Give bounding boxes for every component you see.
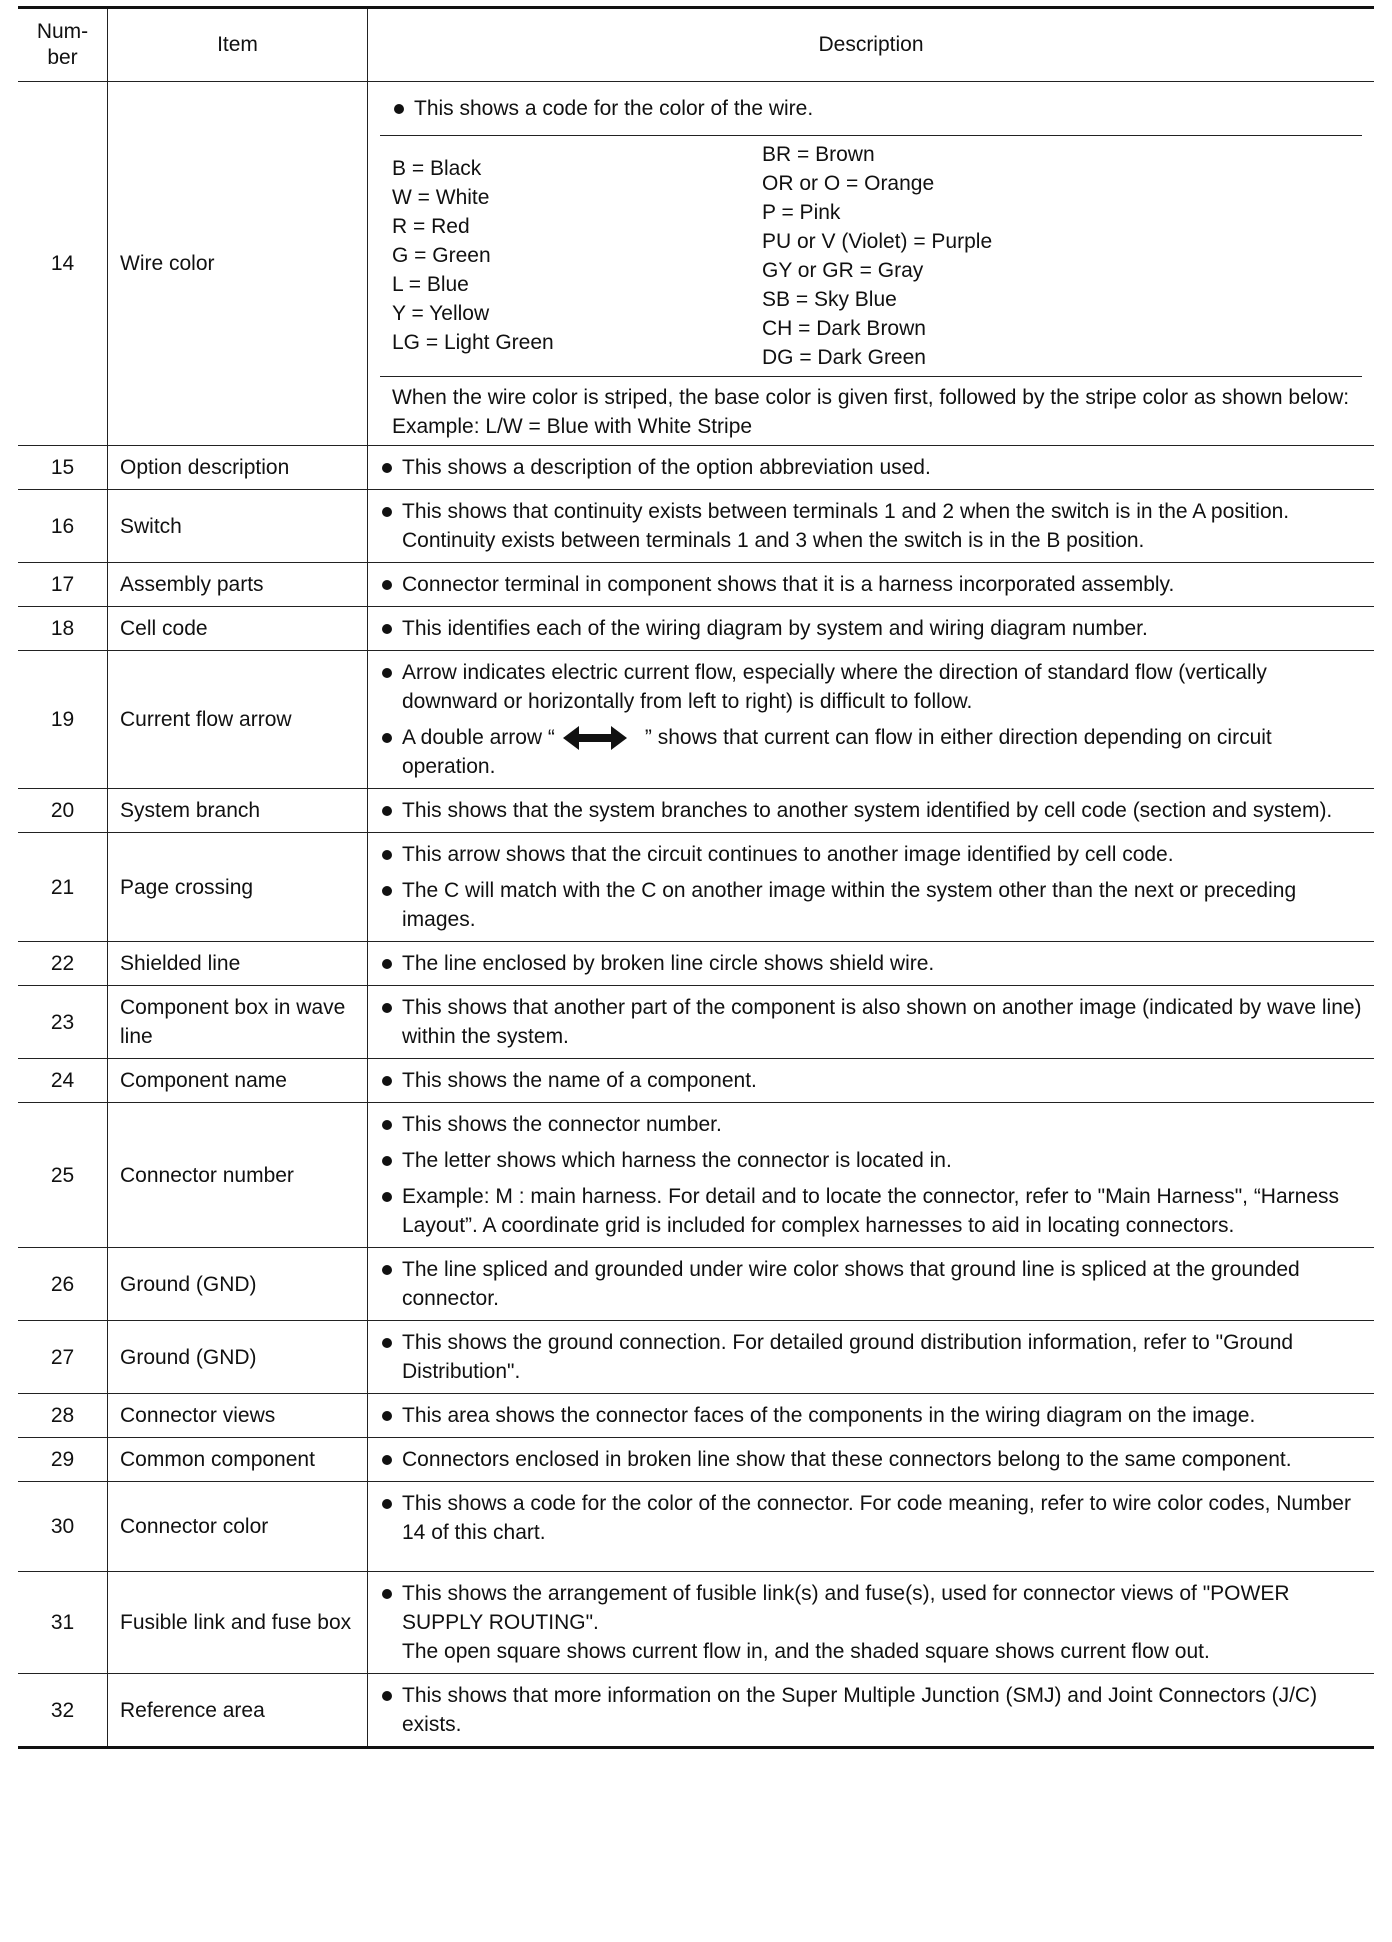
row-item: Component name	[108, 1059, 368, 1103]
header-row	[18, 8, 1374, 82]
row-number: 23	[18, 986, 108, 1059]
bullet-icon	[382, 580, 392, 590]
row-number: 31	[18, 1572, 108, 1674]
row-item: Option description	[108, 446, 368, 490]
row-description	[368, 1103, 1375, 1248]
row-number: 18	[18, 607, 108, 651]
bullet-item	[380, 1489, 1362, 1547]
bullet-text: This shows the arrangement of fusible link(s) and fuse(s), used for connector views of "POWER SUPPLY ROUTING". The open square shows current flow in, and the shaded square shows current flow out.	[402, 1582, 1290, 1663]
color-code: OR or O = Orange	[762, 172, 935, 195]
row-item: Connector number	[108, 1103, 368, 1248]
bullet-item	[380, 796, 1362, 825]
bullet-text: Example: M : main harness. For detail and to locate the connector, refer to "Main Harness", “Harness Layout”. A coordinate grid is included for complex harnesses to aid in locating connectors.	[402, 1185, 1340, 1237]
row-description	[368, 1438, 1375, 1482]
row-item: System branch	[108, 789, 368, 833]
row-description	[368, 607, 1375, 651]
row-item: Wire color	[108, 82, 368, 446]
header-item: Item	[108, 8, 368, 82]
row-item: Fusible link and fuse box	[108, 1572, 368, 1674]
bullet-item	[380, 1401, 1362, 1430]
row-item: Page crossing	[108, 833, 368, 942]
stripe-example: Example: L/W = Blue with White Stripe	[392, 415, 753, 438]
table-row	[18, 1674, 1374, 1748]
row-item: Common component	[108, 1438, 368, 1482]
bullet-item	[380, 1579, 1362, 1666]
row-item: Ground (GND)	[108, 1321, 368, 1394]
bullet-text: The C will match with the C on another image within the system other than the next or preceding images.	[402, 879, 1297, 931]
bullet-icon	[382, 1156, 392, 1166]
bullet-text: This shows that more information on the Super Multiple Junction (SMJ) and Joint Connectors (J/C) exists.	[402, 1684, 1318, 1736]
bullet-text: This shows the connector number.	[402, 1113, 722, 1136]
table-row	[18, 563, 1374, 607]
bullet-icon	[382, 668, 392, 678]
color-code: B = Black	[392, 157, 482, 180]
bullet-text: This shows that the system branches to another system identified by cell code (section and system).	[402, 799, 1333, 822]
bullet-icon	[382, 1076, 392, 1086]
bullet-text: The line enclosed by broken line circle shows shield wire.	[402, 952, 935, 975]
row-number: 14	[18, 82, 108, 446]
row-description	[368, 446, 1375, 490]
bullet-icon	[382, 507, 392, 517]
bullet-text: This shows the ground connection. For detailed ground distribution information, refer to "Ground Distribution".	[402, 1331, 1294, 1383]
row-description	[368, 1394, 1375, 1438]
table-row	[18, 1438, 1374, 1482]
bullet-item	[380, 1445, 1362, 1474]
bullet-item	[380, 1182, 1362, 1240]
bullet-text: A double arrow “	[402, 726, 555, 749]
table-row	[18, 1059, 1374, 1103]
row-item: Current flow arrow	[108, 651, 368, 789]
bullet-item	[380, 1255, 1362, 1313]
bullet-item	[380, 658, 1362, 716]
bullet-item	[380, 1328, 1362, 1386]
bullet-icon	[382, 463, 392, 473]
row-description	[368, 490, 1375, 563]
bullet-item	[380, 993, 1362, 1051]
bullet-text: ” shows that current can flow in either direction depending on circuit operation.	[402, 726, 1272, 778]
color-code: R = Red	[392, 215, 470, 238]
bullet-icon	[382, 1589, 392, 1599]
row-number: 32	[18, 1674, 108, 1748]
bullet-item	[380, 1066, 1362, 1095]
color-codes-left	[392, 140, 762, 372]
color-codes-right	[762, 140, 1350, 372]
color-code: G = Green	[392, 244, 491, 267]
stripe-note-text: When the wire color is striped, the base color is given first, followed by the stripe color as shown below:	[392, 386, 1350, 409]
bullet-item	[380, 949, 1362, 978]
table-row	[18, 446, 1374, 490]
row-description	[368, 789, 1375, 833]
row-number: 15	[18, 446, 108, 490]
bullet-item	[380, 1681, 1362, 1739]
header-description: Description	[368, 8, 1375, 82]
wire-color-codes	[380, 136, 1362, 377]
row-number: 17	[18, 563, 108, 607]
double-arrow-icon	[563, 726, 627, 750]
bullet-text: Arrow indicates electric current flow, especially where the direction of standard flow (vertically downward or horizontally from left to right) is difficult to follow.	[402, 661, 1267, 713]
bullet-text: This shows that continuity exists between terminals 1 and 2 when the switch is in the A position. Continuity exists between terminals 1 and 3 when the switch is in the B position.	[402, 500, 1290, 552]
bullet-item	[380, 876, 1362, 934]
bullet-item	[380, 1146, 1362, 1175]
wire-color-intro	[380, 82, 1362, 136]
row-item: Cell code	[108, 607, 368, 651]
color-code: LG = Light Green	[392, 331, 554, 354]
row-number: 29	[18, 1438, 108, 1482]
bullet-item	[380, 1110, 1362, 1139]
table-row	[18, 833, 1374, 942]
bullet-text: The line spliced and grounded under wire color shows that ground line is spliced at the grounded connector.	[402, 1258, 1300, 1310]
bullet-icon	[394, 104, 404, 114]
bullet-icon	[382, 1411, 392, 1421]
bullet-icon	[382, 1455, 392, 1465]
bullet-item	[380, 453, 1362, 482]
row-item: Assembly parts	[108, 563, 368, 607]
bullet-icon	[382, 886, 392, 896]
table-row	[18, 651, 1374, 789]
bullet-item	[380, 723, 1362, 781]
bullet-text: This shows a code for the color of the connector. For code meaning, refer to wire color codes, Number 14 of this chart.	[402, 1492, 1351, 1544]
bullet-text: This shows the name of a component.	[402, 1069, 757, 1092]
stripe-note	[380, 377, 1362, 445]
row-item: Ground (GND)	[108, 1248, 368, 1321]
row-description	[368, 1248, 1375, 1321]
bullet-icon	[382, 1499, 392, 1509]
color-code: PU or V (Violet) = Purple	[762, 230, 993, 253]
color-code: W = White	[392, 186, 490, 209]
bullet-icon	[382, 850, 392, 860]
bullet-item	[380, 614, 1362, 643]
row-description	[368, 82, 1375, 446]
table-row	[18, 82, 1374, 446]
row-description	[368, 1482, 1375, 1572]
row-description	[368, 651, 1375, 789]
table-row	[18, 607, 1374, 651]
row-number: 20	[18, 789, 108, 833]
table-row	[18, 490, 1374, 563]
table-row	[18, 1572, 1374, 1674]
row-description	[368, 942, 1375, 986]
bullet-icon	[382, 1338, 392, 1348]
table-row	[18, 1394, 1374, 1438]
reference-table	[18, 6, 1374, 1749]
bullet-icon	[382, 1003, 392, 1013]
color-code: DG = Dark Green	[762, 346, 926, 369]
color-code: SB = Sky Blue	[762, 288, 897, 311]
row-item: Shielded line	[108, 942, 368, 986]
table-row	[18, 1482, 1374, 1572]
color-code: GY or GR = Gray	[762, 259, 924, 282]
bullet-text: Connector terminal in component shows that it is a harness incorporated assembly.	[402, 573, 1175, 596]
bullet-icon	[382, 806, 392, 816]
row-item: Connector views	[108, 1394, 368, 1438]
row-item: Connector color	[108, 1482, 368, 1572]
row-number: 24	[18, 1059, 108, 1103]
table-row	[18, 1248, 1374, 1321]
row-number: 30	[18, 1482, 108, 1572]
row-item: Component box in wave line	[108, 986, 368, 1059]
row-item: Switch	[108, 490, 368, 563]
row-number: 22	[18, 942, 108, 986]
bullet-icon	[382, 1691, 392, 1701]
table-row	[18, 942, 1374, 986]
row-description	[368, 1321, 1375, 1394]
bullet-item	[380, 840, 1362, 869]
row-number: 25	[18, 1103, 108, 1248]
row-number: 28	[18, 1394, 108, 1438]
row-number: 21	[18, 833, 108, 942]
table-row	[18, 1321, 1374, 1394]
row-description	[368, 1572, 1375, 1674]
table-row	[18, 1103, 1374, 1248]
bullet-text: This identifies each of the wiring diagram by system and wiring diagram number.	[402, 617, 1148, 640]
header-number: Num- ber	[18, 8, 108, 82]
color-code: L = Blue	[392, 273, 469, 296]
row-item: Reference area	[108, 1674, 368, 1748]
bullet-icon	[382, 959, 392, 969]
row-description	[368, 986, 1375, 1059]
bullet-text: This shows a description of the option abbreviation used.	[402, 456, 931, 479]
bullet-text: This shows a code for the color of the wire.	[414, 97, 814, 120]
bullet-icon	[382, 733, 392, 743]
table-row	[18, 986, 1374, 1059]
row-number: 19	[18, 651, 108, 789]
row-number: 26	[18, 1248, 108, 1321]
bullet-text: This area shows the connector faces of the components in the wiring diagram on the image.	[402, 1404, 1256, 1427]
bullet-icon	[382, 1265, 392, 1275]
color-code: P = Pink	[762, 201, 841, 224]
color-code: Y = Yellow	[392, 302, 490, 325]
bullet-item	[380, 497, 1362, 555]
bullet-text: This shows that another part of the component is also shown on another image (indicated by wave line) within the system.	[402, 996, 1362, 1048]
row-description	[368, 1674, 1375, 1748]
row-number: 27	[18, 1321, 108, 1394]
bullet-item	[380, 570, 1362, 599]
bullet-text: Connectors enclosed in broken line show that these connectors belong to the same component.	[402, 1448, 1292, 1471]
color-code: CH = Dark Brown	[762, 317, 926, 340]
row-description	[368, 833, 1375, 942]
bullet-icon	[382, 1192, 392, 1202]
row-description	[368, 563, 1375, 607]
table-row	[18, 789, 1374, 833]
row-number: 16	[18, 490, 108, 563]
bullet-text: The letter shows which harness the connector is located in.	[402, 1149, 952, 1172]
bullet-text: This arrow shows that the circuit continues to another image identified by cell code.	[402, 843, 1174, 866]
row-description	[368, 1059, 1375, 1103]
color-code: BR = Brown	[762, 143, 875, 166]
bullet-icon	[382, 1120, 392, 1130]
bullet-icon	[382, 624, 392, 634]
